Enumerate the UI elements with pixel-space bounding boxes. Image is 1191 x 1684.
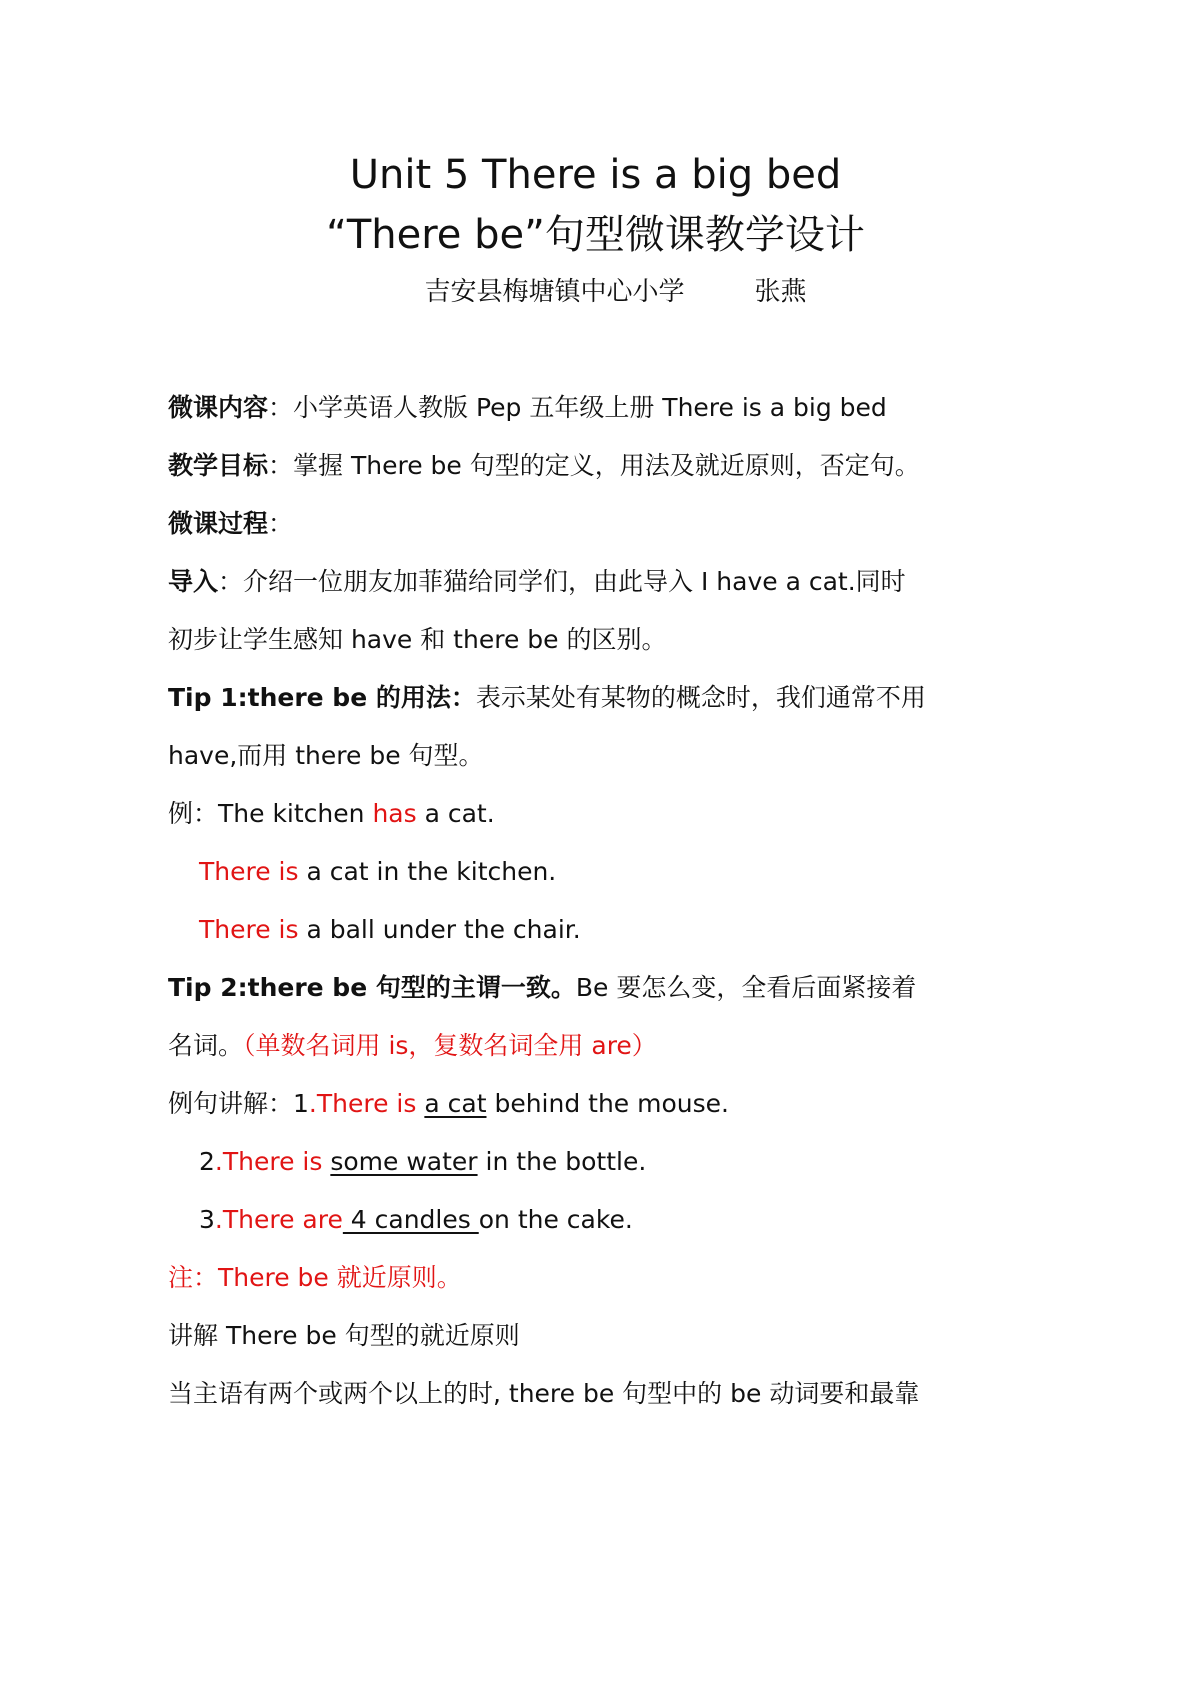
example-after: behind the mouse. xyxy=(486,1089,729,1118)
example-highlight: There is xyxy=(316,1089,417,1118)
example-num: 1 xyxy=(293,1089,309,1118)
example3-highlight: There is xyxy=(199,915,299,944)
example-dot: . xyxy=(308,1089,317,1118)
author-name: 张燕 xyxy=(754,277,807,307)
document-subtitle xyxy=(0,210,1191,260)
intro-line-1 xyxy=(168,564,968,600)
school-name: 吉安县梅塘镇中心小学 xyxy=(424,277,685,307)
example-prefix: 例： xyxy=(168,799,219,828)
example-highlight: There are xyxy=(222,1205,343,1234)
tip1-example-3 xyxy=(199,912,999,948)
examples-prefix: 例句讲解： xyxy=(168,1089,294,1118)
goal-line xyxy=(168,448,968,484)
example3-after: a ball under the chair. xyxy=(298,915,581,944)
tip2-line-1 xyxy=(168,970,968,1006)
note-text: 注：There be 就近原则。 xyxy=(168,1263,462,1292)
goal-label: 教学目标 xyxy=(168,451,269,480)
example1-highlight: has xyxy=(372,799,417,828)
example-underlined: some water xyxy=(330,1147,478,1176)
example1-before: The kitchen xyxy=(218,799,373,828)
process-sep: ： xyxy=(268,509,294,538)
example-sentence-1 xyxy=(168,1086,968,1122)
example-dot: . xyxy=(214,1205,223,1234)
tip2-text-1: Be 要怎么变，全看后面紧接着 xyxy=(575,973,917,1002)
example-underlined: 4 candles xyxy=(342,1205,479,1234)
example-sentence-3 xyxy=(199,1202,999,1238)
tip2-note-red: （单数名词用 is，复数名词全用 are） xyxy=(243,1031,657,1060)
intro-text-2: 初步让学生感知 have 和 there be 的区别。 xyxy=(168,625,667,654)
intro-label: 导入 xyxy=(168,567,219,596)
tip1-label: Tip 1:there be 的用法： xyxy=(168,683,476,712)
process-heading xyxy=(168,506,968,542)
tip1-example-1 xyxy=(168,796,968,832)
tip2-line-2 xyxy=(168,1028,968,1064)
intro-line-2 xyxy=(168,622,968,658)
example2-highlight: There is xyxy=(199,857,299,886)
tip2-label: Tip 2:there be 句型的主谓一致。 xyxy=(168,973,576,1002)
example-highlight: There is xyxy=(222,1147,323,1176)
explain-title-line xyxy=(168,1318,968,1354)
explain-text-1: 当主语有两个或两个以上的时, there be 句型中的 be 动词要和最靠 xyxy=(168,1379,920,1408)
tip1-line-1 xyxy=(168,680,968,716)
example2-after: a cat in the kitchen. xyxy=(298,857,557,886)
tip1-text-2: have,而用 there be 句型。 xyxy=(168,741,484,770)
content-sep: ： xyxy=(268,393,294,422)
goal-sep: ： xyxy=(268,451,294,480)
tip1-text-1: 表示某处有某物的概念时，我们通常不用 xyxy=(475,683,926,712)
example-after: in the bottle. xyxy=(477,1147,647,1176)
example-underlined: a cat xyxy=(424,1089,487,1118)
title-line-1: Unit 5 There is a big bed xyxy=(349,152,842,198)
author-line xyxy=(0,274,1191,310)
content-line xyxy=(168,390,968,426)
note-line xyxy=(168,1260,968,1296)
tip2-text-2: 名词。 xyxy=(168,1031,244,1060)
example-sentence-2 xyxy=(199,1144,999,1180)
example-after: on the cake. xyxy=(478,1205,633,1234)
example-num: 3 xyxy=(199,1205,215,1234)
intro-text-1: 介绍一位朋友加菲猫给同学们，由此导入 I have a cat.同时 xyxy=(243,567,906,596)
tip1-example-2 xyxy=(199,854,999,890)
document-title xyxy=(0,150,1191,200)
content-label: 微课内容 xyxy=(168,393,269,422)
tip1-line-2 xyxy=(168,738,968,774)
title-line-2: “There be”句型微课教学设计 xyxy=(326,212,865,258)
explain-line-1 xyxy=(168,1376,968,1412)
intro-sep: ： xyxy=(218,567,244,596)
example-dot: . xyxy=(214,1147,223,1176)
goal-text: 掌握 There be 句型的定义，用法及就近原则，否定句。 xyxy=(293,451,920,480)
example-num: 2 xyxy=(199,1147,215,1176)
explain-title: 讲解 There be 句型的就近原则 xyxy=(168,1321,520,1350)
example1-after: a cat. xyxy=(416,799,495,828)
content-text: 小学英语人教版 Pep 五年级上册 There is a big bed xyxy=(293,393,887,422)
process-label: 微课过程 xyxy=(168,509,269,538)
